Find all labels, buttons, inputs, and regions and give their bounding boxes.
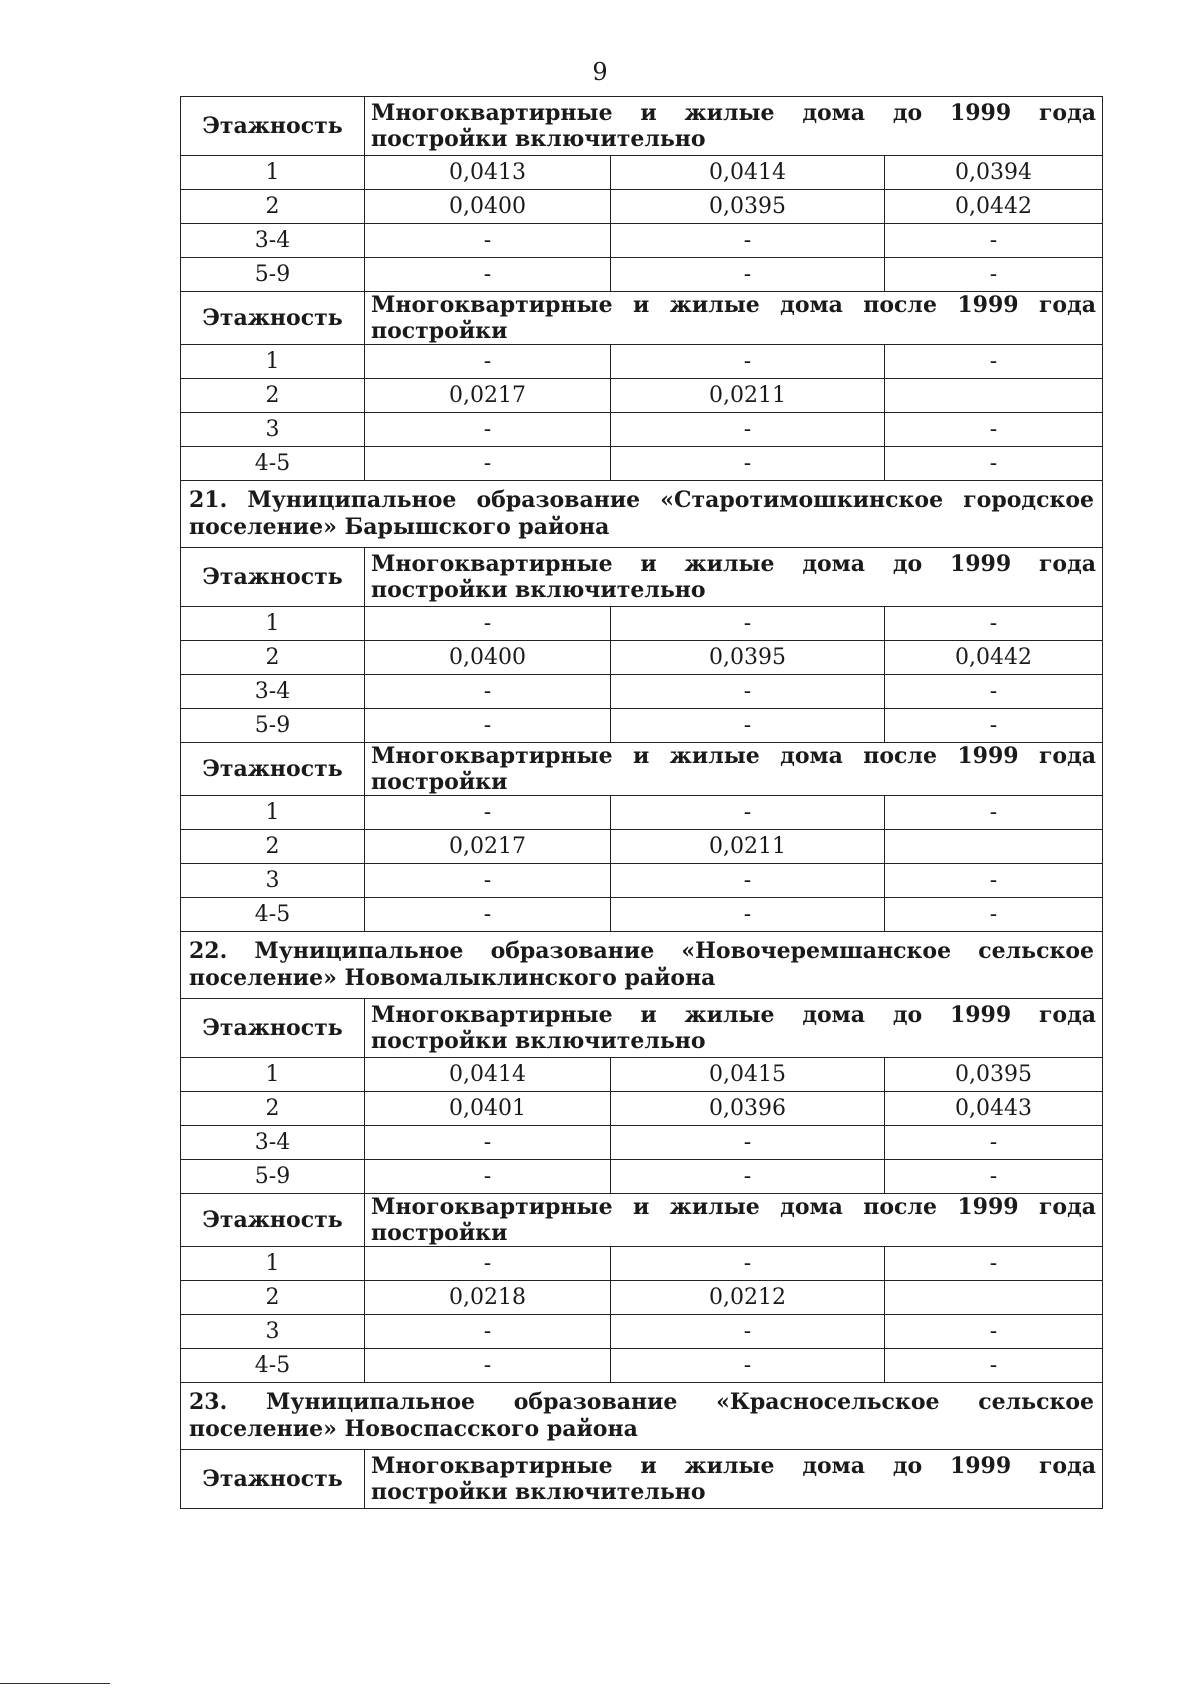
value-cell: -: [885, 413, 1103, 447]
value-cell: -: [611, 1160, 885, 1194]
heading-before-1999: Многоквартирные и жилые дома до 1999 года постройки включительно: [365, 97, 1103, 156]
floor-cell: 3: [181, 864, 365, 898]
table-row: [181, 156, 1103, 190]
value-cell: 0,0211: [611, 379, 885, 413]
floor-cell: 2: [181, 641, 365, 675]
section-title-row: [181, 1383, 1103, 1450]
floor-cell: 4-5: [181, 898, 365, 932]
heading-before-1999: Многоквартирные и жилые дома до 1999 года постройки включительно: [365, 999, 1103, 1058]
value-cell: [885, 379, 1103, 413]
table-row: [181, 258, 1103, 292]
value-cell: -: [611, 709, 885, 743]
floor-cell: 1: [181, 607, 365, 641]
floor-cell: 5-9: [181, 258, 365, 292]
table-row: [181, 413, 1103, 447]
value-cell: 0,0401: [365, 1092, 611, 1126]
value-cell: -: [885, 709, 1103, 743]
value-cell: -: [365, 796, 611, 830]
floor-column-header: Этажность: [181, 548, 365, 607]
value-cell: -: [365, 1247, 611, 1281]
value-cell: -: [885, 1315, 1103, 1349]
value-cell: 0,0212: [611, 1281, 885, 1315]
value-cell: -: [365, 898, 611, 932]
value-cell: -: [365, 675, 611, 709]
value-cell: -: [365, 1160, 611, 1194]
value-cell: 0,0442: [885, 641, 1103, 675]
value-cell: -: [611, 413, 885, 447]
value-cell: -: [365, 1349, 611, 1383]
value-cell: -: [885, 1160, 1103, 1194]
value-cell: -: [365, 709, 611, 743]
value-cell: -: [365, 413, 611, 447]
header-row-before-1999: [181, 97, 1103, 156]
value-cell: [885, 830, 1103, 864]
value-cell: -: [611, 258, 885, 292]
header-row-after-1999: [181, 1194, 1103, 1247]
floor-cell: 1: [181, 796, 365, 830]
value-cell: -: [611, 1126, 885, 1160]
value-cell: 0,0211: [611, 830, 885, 864]
value-cell: -: [885, 258, 1103, 292]
floor-cell: 5-9: [181, 709, 365, 743]
value-cell: -: [611, 447, 885, 481]
value-cell: 0,0217: [365, 379, 611, 413]
floor-cell: 4-5: [181, 447, 365, 481]
table-row: [181, 830, 1103, 864]
table-row: [181, 1247, 1103, 1281]
table-row: [181, 1058, 1103, 1092]
value-cell: -: [885, 864, 1103, 898]
value-cell: 0,0400: [365, 190, 611, 224]
value-cell: 0,0442: [885, 190, 1103, 224]
table-row: [181, 224, 1103, 258]
value-cell: 0,0218: [365, 1281, 611, 1315]
value-cell: -: [885, 447, 1103, 481]
value-cell: -: [885, 224, 1103, 258]
section-title: 21. Муниципальное образование «Старотимошкинское городское поселение» Барышского района: [181, 481, 1103, 548]
table-row: [181, 1126, 1103, 1160]
floor-column-header: Этажность: [181, 743, 365, 796]
section-title-row: [181, 481, 1103, 548]
heading-after-1999: Многоквартирные и жилые дома после 1999 года постройки: [365, 743, 1103, 796]
table-row: [181, 447, 1103, 481]
value-cell: -: [611, 345, 885, 379]
header-row-after-1999: [181, 292, 1103, 345]
value-cell: -: [365, 1126, 611, 1160]
value-cell: 0,0415: [611, 1058, 885, 1092]
heading-before-1999: Многоквартирные и жилые дома до 1999 года постройки включительно: [365, 548, 1103, 607]
table-row: [181, 1281, 1103, 1315]
table-row: [181, 796, 1103, 830]
floor-cell: 3-4: [181, 1126, 365, 1160]
table-row: [181, 709, 1103, 743]
value-cell: 0,0217: [365, 830, 611, 864]
value-cell: -: [611, 224, 885, 258]
table-row: [181, 607, 1103, 641]
floor-cell: 2: [181, 1281, 365, 1315]
value-cell: -: [365, 607, 611, 641]
floor-cell: 1: [181, 345, 365, 379]
value-cell: -: [365, 345, 611, 379]
value-cell: 0,0395: [611, 190, 885, 224]
floor-cell: 2: [181, 379, 365, 413]
floor-cell: 5-9: [181, 1160, 365, 1194]
value-cell: [885, 1281, 1103, 1315]
value-cell: 0,0443: [885, 1092, 1103, 1126]
value-cell: 0,0395: [885, 1058, 1103, 1092]
value-cell: 0,0414: [365, 1058, 611, 1092]
header-row-before-1999: [181, 548, 1103, 607]
value-cell: 0,0413: [365, 156, 611, 190]
table-row: [181, 379, 1103, 413]
floor-column-header: Этажность: [181, 97, 365, 156]
value-cell: -: [885, 1247, 1103, 1281]
page-number: 9: [592, 58, 608, 86]
table-row: [181, 190, 1103, 224]
floor-cell: 4-5: [181, 1349, 365, 1383]
floor-cell: 3-4: [181, 675, 365, 709]
value-cell: -: [885, 898, 1103, 932]
value-cell: 0,0396: [611, 1092, 885, 1126]
value-cell: 0,0395: [611, 641, 885, 675]
floor-cell: 1: [181, 1247, 365, 1281]
floor-cell: 3-4: [181, 224, 365, 258]
value-cell: -: [885, 345, 1103, 379]
floor-column-header: Этажность: [181, 292, 365, 345]
value-cell: -: [611, 1247, 885, 1281]
footer-rule: [0, 1683, 110, 1684]
value-cell: -: [611, 1315, 885, 1349]
value-cell: 0,0394: [885, 156, 1103, 190]
heading-before-1999: Многоквартирные и жилые дома до 1999 года постройки включительно: [365, 1450, 1103, 1509]
heading-after-1999: Многоквартирные и жилые дома после 1999 года постройки: [365, 1194, 1103, 1247]
floor-column-header: Этажность: [181, 1194, 365, 1247]
floor-cell: 2: [181, 1092, 365, 1126]
floor-cell: 3: [181, 1315, 365, 1349]
value-cell: -: [365, 447, 611, 481]
tariff-table: [180, 96, 1103, 1509]
header-row-after-1999: [181, 743, 1103, 796]
value-cell: -: [885, 796, 1103, 830]
table-row: [181, 641, 1103, 675]
floor-cell: 3: [181, 413, 365, 447]
floor-cell: 1: [181, 156, 365, 190]
value-cell: -: [611, 864, 885, 898]
header-row-before-1999: [181, 1450, 1103, 1509]
section-title-row: [181, 932, 1103, 999]
table-row: [181, 1349, 1103, 1383]
table-row: [181, 1315, 1103, 1349]
value-cell: -: [365, 258, 611, 292]
value-cell: -: [885, 1349, 1103, 1383]
section-title: 23. Муниципальное образование «Красносельское сельское поселение» Новоспасского района: [181, 1383, 1103, 1450]
value-cell: -: [365, 864, 611, 898]
section-title: 22. Муниципальное образование «Новочеремшанское сельское поселение» Новомалыклинского района: [181, 932, 1103, 999]
value-cell: -: [365, 1315, 611, 1349]
table-row: [181, 345, 1103, 379]
value-cell: -: [611, 675, 885, 709]
heading-after-1999: Многоквартирные и жилые дома после 1999 года постройки: [365, 292, 1103, 345]
table-row: [181, 1160, 1103, 1194]
value-cell: -: [611, 898, 885, 932]
value-cell: -: [885, 675, 1103, 709]
value-cell: -: [365, 224, 611, 258]
table-row: [181, 898, 1103, 932]
floor-column-header: Этажность: [181, 999, 365, 1058]
table-row: [181, 675, 1103, 709]
value-cell: -: [611, 607, 885, 641]
value-cell: -: [611, 1349, 885, 1383]
floor-cell: 2: [181, 190, 365, 224]
floor-cell: 1: [181, 1058, 365, 1092]
floor-cell: 2: [181, 830, 365, 864]
value-cell: -: [885, 1126, 1103, 1160]
floor-column-header: Этажность: [181, 1450, 365, 1509]
table-row: [181, 1092, 1103, 1126]
value-cell: -: [611, 796, 885, 830]
header-row-before-1999: [181, 999, 1103, 1058]
value-cell: 0,0400: [365, 641, 611, 675]
value-cell: -: [885, 607, 1103, 641]
table-row: [181, 864, 1103, 898]
value-cell: 0,0414: [611, 156, 885, 190]
